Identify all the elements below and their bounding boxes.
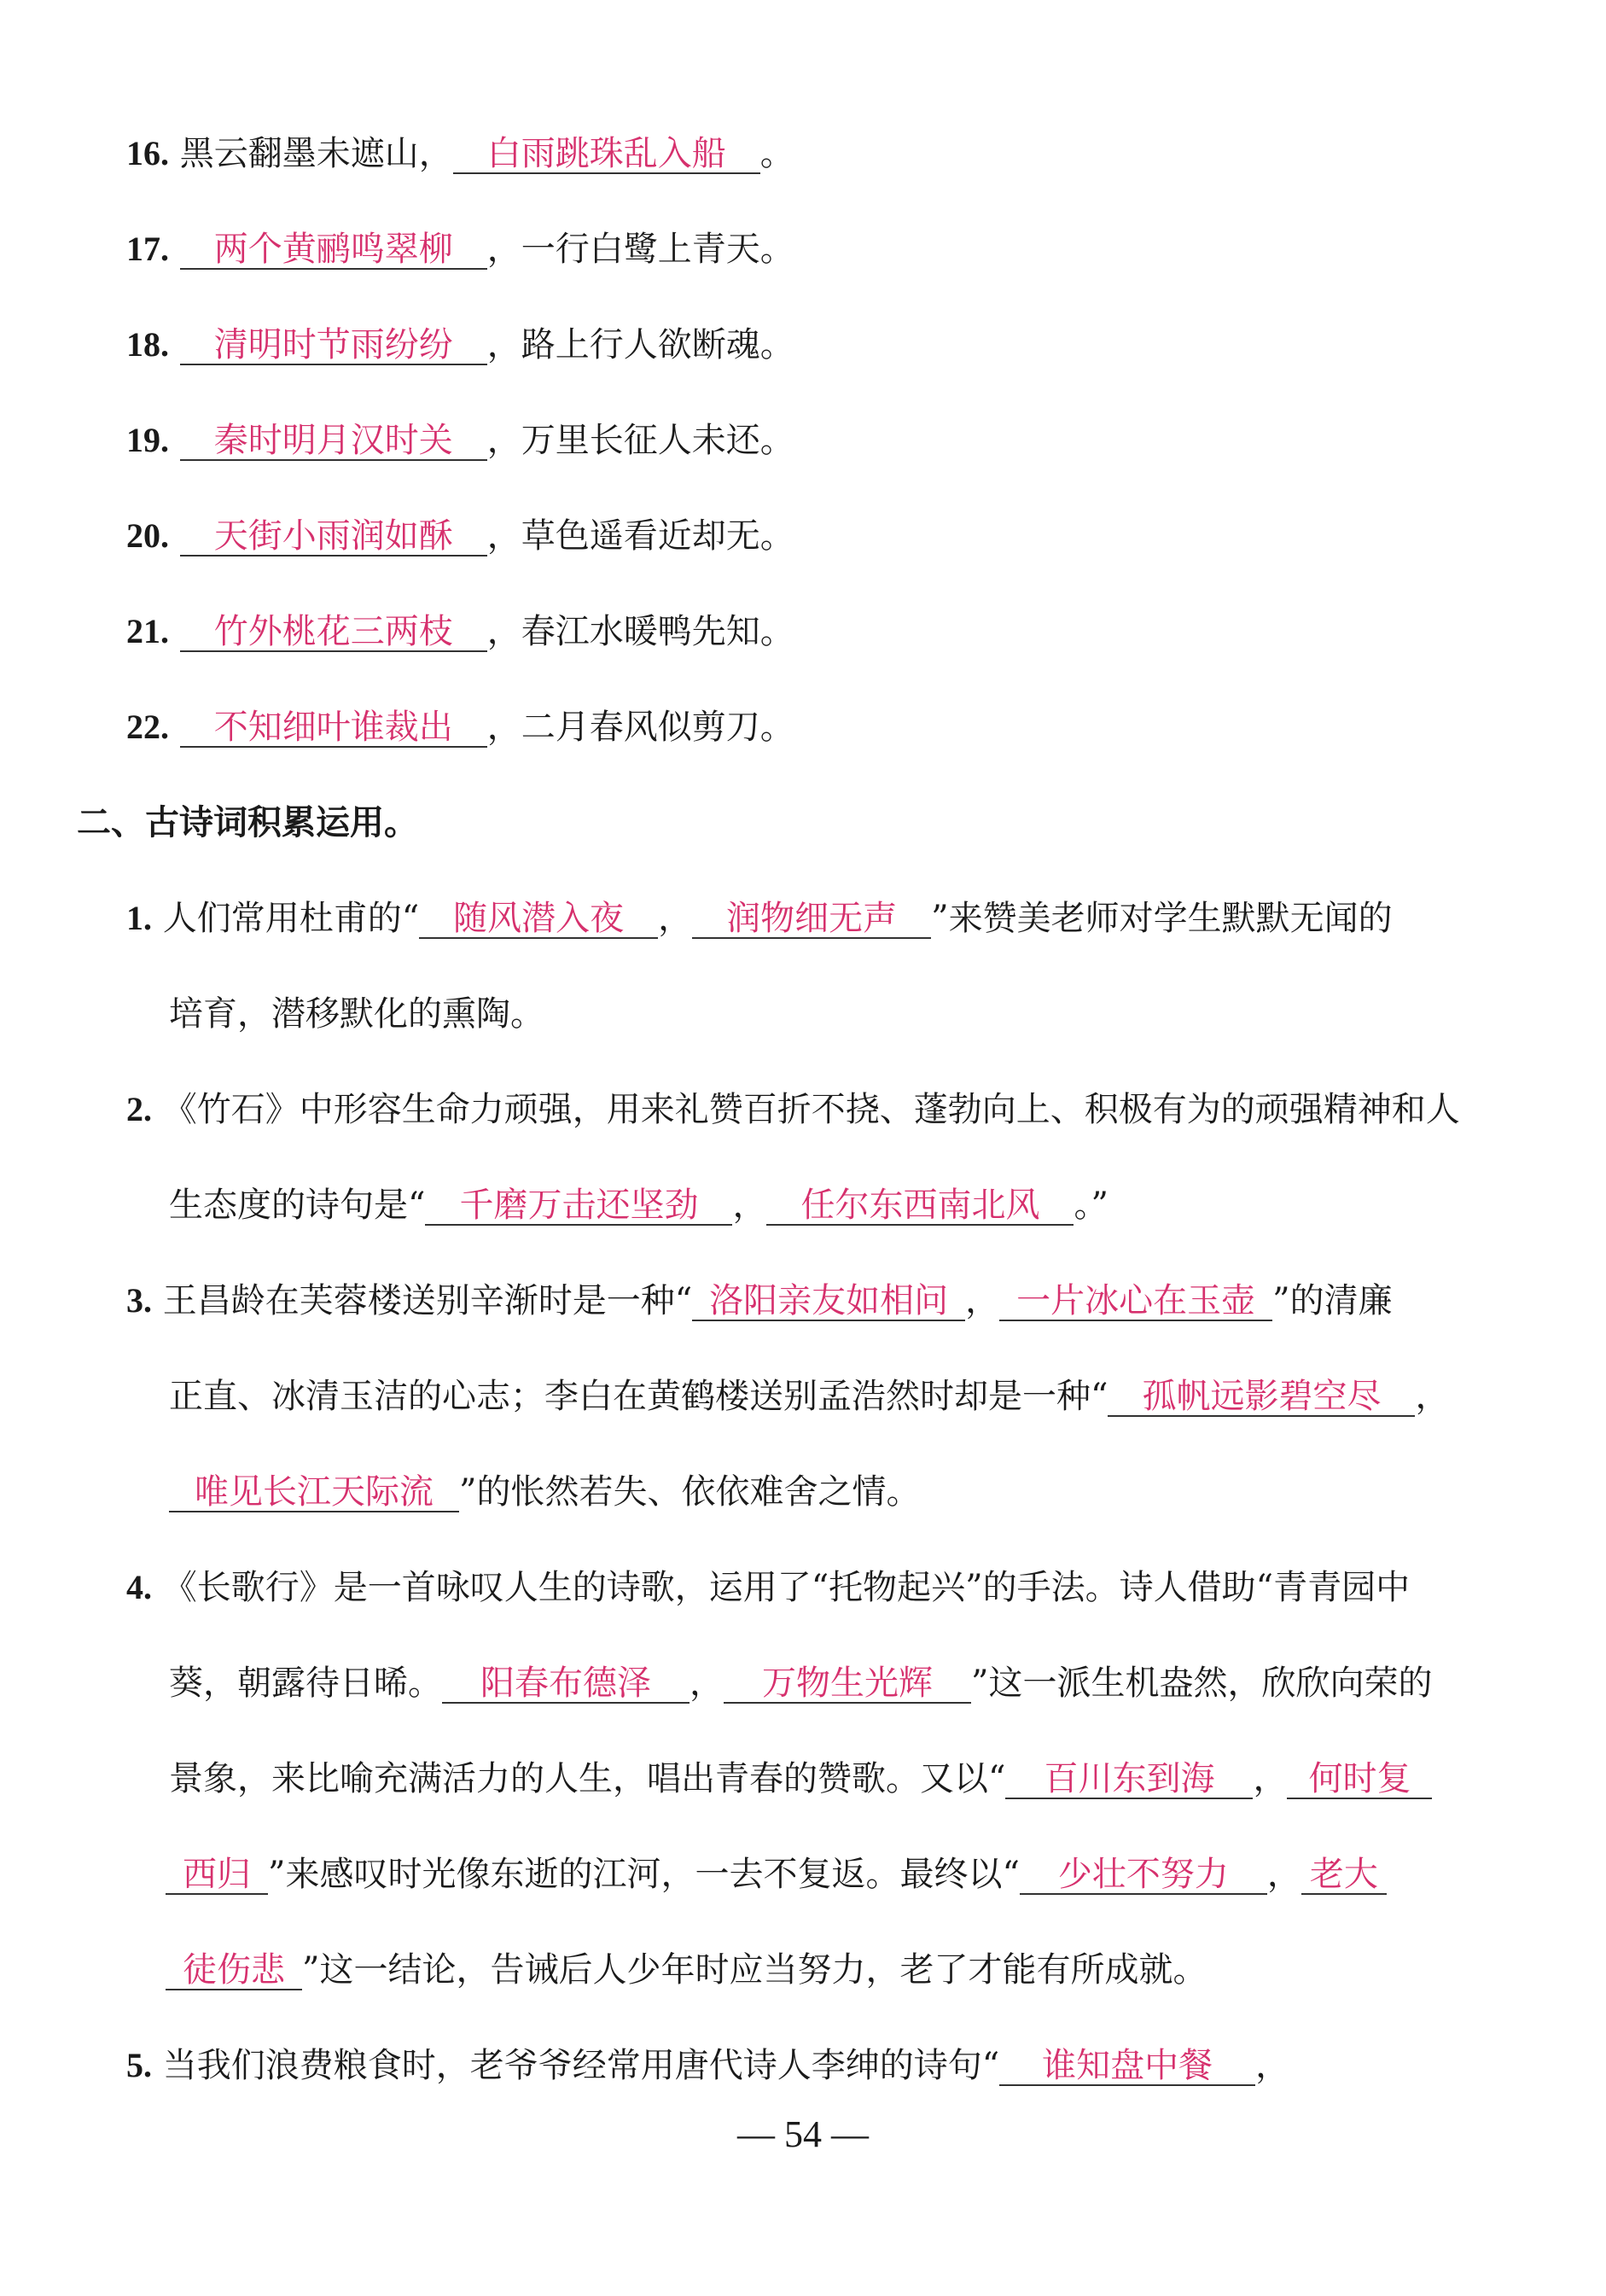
punctuation: ，	[690, 1664, 724, 1703]
item-19	[126, 420, 794, 461]
item-text: 黑云翻墨未遮山，	[179, 134, 453, 173]
question-text: ”这一结论，告诫后人少年时应当努力，老了才能有所成就。	[302, 1950, 1207, 1990]
punctuation: ，	[1266, 1855, 1301, 1894]
answer-blank[interactable]: 老大	[1301, 1856, 1387, 1895]
answer-blank[interactable]: 白雨跳珠乱入船	[453, 135, 760, 174]
item-18	[126, 324, 794, 365]
answer-blank[interactable]: 竹外桃花三两枝	[180, 613, 487, 652]
page-number: — 54 —	[737, 2113, 869, 2155]
question-1	[126, 898, 1393, 939]
punctuation: ，	[732, 1186, 767, 1225]
question-text: 王昌龄在芙蓉楼送别辛渐时是一种“	[162, 1281, 693, 1320]
answer-blank[interactable]: 随风潜入夜	[419, 900, 658, 939]
question-4-line-2	[169, 1663, 1432, 1704]
item-20	[126, 516, 794, 557]
punctuation: ，	[1415, 1377, 1450, 1416]
item-number: 3.	[126, 1281, 152, 1320]
item-text: ，草色遥看近却无。	[486, 516, 794, 556]
question-4-line-3	[169, 1758, 1432, 1799]
question-text: 《长歌行》是一首咏叹人生的诗歌，运用了“托物起兴”的手法。诗人借助“青青园中	[162, 1568, 1411, 1607]
item-number: 18.	[126, 325, 169, 364]
item-number: 2.	[126, 1090, 152, 1128]
item-text: ，二月春风似剪刀。	[486, 708, 794, 747]
answer-blank[interactable]: 润物细无声	[692, 900, 931, 939]
question-text: 正直、冰清玉洁的心志；李白在黄鹤楼送别孟浩然时却是一种“	[169, 1377, 1108, 1416]
question-3-line-3	[169, 1471, 920, 1512]
punctuation: ，	[658, 899, 693, 938]
answer-blank[interactable]: 徒伤悲	[166, 1951, 302, 1990]
answer-blank[interactable]: 清明时节雨纷纷	[180, 326, 487, 365]
question-text: ”这一派生机盎然，欣欣向荣的	[971, 1664, 1433, 1703]
item-number: 16.	[126, 134, 169, 172]
item-number: 19.	[126, 421, 169, 459]
question-text: ”的清廉	[1272, 1281, 1393, 1320]
answer-blank[interactable]: 谁知盘中餐	[999, 2047, 1255, 2086]
answer-blank[interactable]: 万物生光辉	[724, 1664, 971, 1704]
question-2	[126, 1089, 1460, 1130]
answer-blank[interactable]: 不知细叶谁裁出	[180, 708, 487, 748]
question-text: ”来感叹时光像东逝的江河，一去不复返。最终以“	[268, 1855, 1020, 1894]
item-17	[126, 229, 794, 270]
question-4-line-5	[166, 1949, 1207, 1990]
item-number: 21.	[126, 612, 169, 650]
item-text: ，万里长征人未还。	[486, 421, 794, 460]
item-number: 5.	[126, 2046, 152, 2084]
question-text: 生态度的诗句是“	[169, 1186, 426, 1225]
answer-blank[interactable]: 秦时明月汉时关	[180, 422, 487, 461]
answer-blank[interactable]: 一片冰心在玉壶	[999, 1282, 1272, 1321]
answer-blank[interactable]: 西归	[166, 1856, 268, 1895]
item-22	[126, 707, 794, 748]
answer-blank[interactable]: 唯见长江天际流	[169, 1473, 459, 1512]
question-text: 《竹石》中形容生命力顽强，用来礼赞百折不挠、蓬勃向上、积极有为的顽强精神和人	[162, 1090, 1460, 1129]
answer-blank[interactable]: 百川东到海	[1005, 1760, 1253, 1799]
question-text: 景象，来比喻充满活力的人生，唱出青春的赞歌。又以“	[169, 1759, 1006, 1798]
answer-blank[interactable]: 任尔东西南北风	[766, 1186, 1074, 1226]
item-number: 17.	[126, 230, 169, 268]
answer-blank[interactable]: 两个黄鹂鸣翠柳	[180, 230, 487, 270]
item-number: 4.	[126, 1568, 152, 1606]
answer-blank[interactable]: 千磨万击还坚劲	[425, 1186, 732, 1226]
answer-blank[interactable]: 孤帆远影碧空尽	[1108, 1378, 1415, 1417]
question-2-line-2	[169, 1185, 1108, 1226]
item-text: ，路上行人欲断魂。	[486, 325, 794, 364]
item-21	[126, 611, 794, 652]
item-text: 。	[759, 134, 794, 173]
question-text: ”的怅然若失、依依难舍之情。	[459, 1472, 921, 1512]
item-number: 1.	[126, 899, 152, 937]
question-4-line-4	[166, 1854, 1387, 1895]
answer-blank[interactable]: 洛阳亲友如相问	[692, 1282, 965, 1321]
question-5	[126, 2045, 1289, 2086]
question-text: 当我们浪费粮食时，老爷爷经常用唐代诗人李绅的诗句“	[162, 2046, 1000, 2085]
question-text: 葵，朝露待日晞。	[169, 1664, 442, 1703]
item-16	[126, 133, 794, 174]
answer-blank[interactable]: 少壮不努力	[1020, 1856, 1267, 1895]
question-3	[126, 1280, 1393, 1321]
punctuation: ，	[1253, 1759, 1288, 1798]
punctuation: ，	[1255, 2046, 1290, 2085]
question-1-line-2: 培育，潜移默化的熏陶。	[169, 994, 544, 1034]
question-text: 人们常用杜甫的“	[162, 899, 420, 938]
answer-blank[interactable]: 阳春布德泽	[442, 1664, 690, 1704]
punctuation: ，	[965, 1281, 1000, 1320]
question-text: ”来赞美老师对学生默默无闻的	[931, 899, 1393, 938]
question-3-line-2	[169, 1376, 1449, 1417]
question-text: 。”	[1074, 1186, 1108, 1225]
answer-blank[interactable]: 天街小雨润如酥	[180, 517, 487, 557]
item-number: 22.	[126, 708, 169, 746]
item-text: ，一行白鹭上青天。	[486, 230, 794, 269]
item-number: 20.	[126, 516, 169, 555]
question-4	[126, 1567, 1410, 1608]
answer-blank[interactable]: 何时复	[1287, 1760, 1432, 1799]
section-heading: 二、古诗词积累运用。	[77, 803, 418, 842]
item-text: ，春江水暖鸭先知。	[486, 612, 794, 651]
